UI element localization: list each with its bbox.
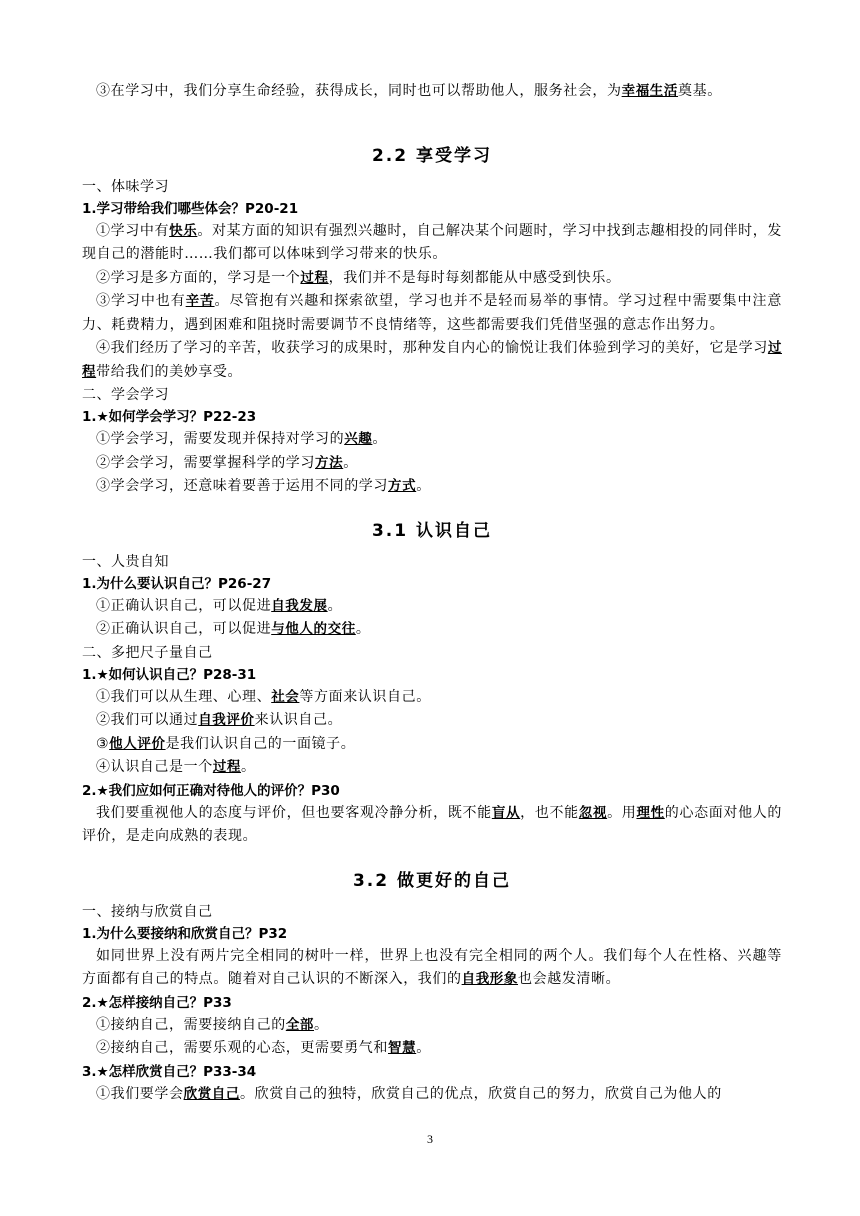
keyword: 快乐	[169, 222, 198, 239]
question-heading: 3.★怎样欣赏自己？P33-34	[82, 1063, 257, 1080]
section-title-2-2: 2.2 享受学习	[371, 145, 493, 166]
intro-paragraph	[82, 80, 782, 104]
keyword: 社会	[271, 688, 300, 705]
keyword: 欣赏自己	[183, 1085, 241, 1102]
answer-paragraph: ①我们要学会欣赏自己。欣赏自己的独特，欣赏自己的优点，欣赏自己的努力，欣赏自己为他人的	[96, 1085, 722, 1102]
keyword: 自我形象	[461, 971, 519, 987]
answer-paragraph: ①我们可以从生理、心理、社会等方面来认识自己。	[96, 688, 431, 705]
answer-paragraph: ②我们可以通过自我评价来认识自己。	[96, 712, 343, 728]
page-number: 3	[427, 1132, 433, 1146]
section-title-3-2: 3.2 做更好的自己	[352, 870, 512, 891]
keyword: 自我发展	[271, 597, 328, 614]
answer-paragraph: ④我们经历了学习的辛苦，收获学习的成果时，那种发自内心的愉悦让我们体验到学习的美好，它是学习过程带给我们的美妙享受。	[82, 340, 782, 380]
subsection-heading: 二、多把尺子量自己	[82, 644, 213, 661]
text: 奠基。	[678, 83, 722, 99]
question-heading: 1.为什么要接纳和欣赏自己？P32	[82, 925, 288, 942]
subsection-heading: 一、接纳与欣赏自己	[82, 903, 213, 920]
keyword: 过程	[212, 759, 242, 775]
answer-paragraph: ②正确认识自己，可以促进与他人的交往。	[96, 621, 371, 637]
keyword: 过程	[82, 340, 782, 380]
subsection-heading: 一、体味学习	[82, 178, 169, 195]
subsection-heading: 二、学会学习	[82, 387, 169, 403]
answer-paragraph: ②学会学习，需要掌握科学的学习方法。	[96, 454, 358, 471]
keyword: 全部	[285, 1016, 315, 1033]
keyword: 兴趣	[344, 431, 373, 447]
keyword: 过程	[300, 269, 329, 286]
text: ③在学习中，我们分享生命经验，获得成长，同时也可以帮助他人，服务社会，为	[96, 83, 622, 99]
answer-paragraph: 如同世界上没有两片完全相同的树叶一样，世界上也没有完全相同的两个人。我们每个人在性格、兴趣等方面都有自己的特点。随着对自己认识的不断深入，我们的自我形象也会越发清晰。	[82, 947, 782, 987]
answer-paragraph: ②学习是多方面的，学习是一个过程，我们并不是每时每刻都能从中感受到快乐。	[96, 269, 621, 286]
keyword: 盲从	[491, 804, 521, 821]
answer-paragraph: ④认识自己是一个过程。	[96, 759, 256, 775]
keyword: 幸福生活	[621, 83, 679, 99]
keyword: 他人评价	[109, 735, 166, 752]
question-heading: 2.★我们应如何正确对待他人的评价？P30	[82, 782, 340, 799]
answer-paragraph: ①学习中有快乐。对某方面的知识有强烈兴趣时，自己解决某个问题时，学习中找到志趣相投的同伴时，发现自己的潜能时……我们都可以体味到学习带来的快乐。	[82, 222, 783, 262]
page-content	[82, 80, 782, 1106]
question-heading: 2.★怎样接纳自己？P33	[82, 994, 232, 1011]
question-heading: 1.为什么要认识自己？P26-27	[82, 575, 272, 592]
keyword: 忽视	[578, 804, 608, 821]
keyword: 与他人的交往	[271, 621, 356, 637]
question-heading: 1.★如何认识自己？P28-31	[82, 666, 257, 683]
answer-paragraph: ①正确认识自己，可以促进自我发展。	[96, 597, 343, 614]
section-title-3-1: 3.1 认识自己	[371, 520, 493, 541]
answer-paragraph: ③他人评价是我们认识自己的一面镜子。	[96, 735, 356, 752]
answer-paragraph: ②接纳自己，需要乐观的心态，更需要勇气和智慧。	[96, 1040, 431, 1056]
keyword: 辛苦	[185, 293, 215, 309]
subsection-heading: 一、人贵自知	[82, 553, 169, 570]
question-heading: 1.★如何学会学习？P22-23	[82, 409, 257, 425]
question-heading: 1.学习带给我们哪些体会？P20-21	[82, 200, 299, 217]
keyword: 自我评价	[198, 712, 255, 728]
keyword: 智慧	[388, 1040, 417, 1056]
answer-paragraph: ①接纳自己，需要接纳自己的全部。	[96, 1016, 329, 1033]
answer-paragraph: 我们要重视他人的态度与评价，但也要客观冷静分析，既不能盲从，也不能忽视。用理性的心态面对他人的评价，是走向成熟的表现。	[82, 804, 783, 844]
answer-paragraph: ③学习中也有辛苦。尽管抱有兴趣和探索欲望，学习也并不是轻而易举的事情。学习过程中需要集中注意力、耗费精力，遇到困难和阻挠时需要调节不良情绪等，这些都需要我们凭借坚强的意志作出努力。	[82, 293, 782, 333]
answer-paragraph: ①学会学习，需要发现并保持对学习的兴趣。	[96, 431, 388, 447]
keyword: 方法	[315, 454, 344, 471]
keyword: 方式	[388, 478, 417, 494]
answer-paragraph: ③学会学习，还意味着要善于运用不同的学习方式。	[96, 478, 431, 494]
keyword: 理性	[636, 804, 665, 821]
